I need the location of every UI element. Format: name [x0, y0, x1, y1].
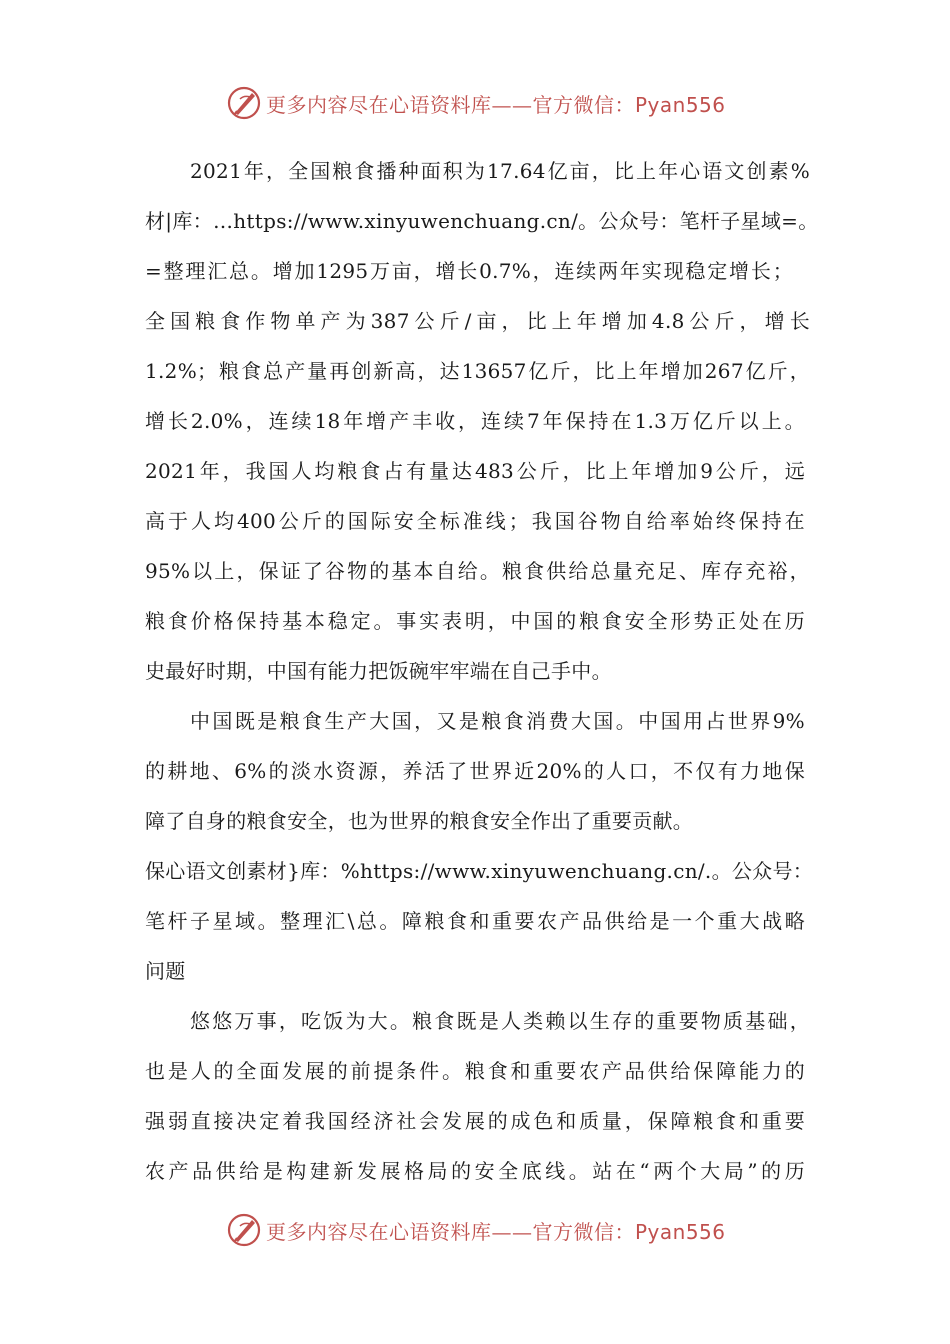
paragraph-line: 也是人的全面发展的前提条件。粮食和重要农产品供给保障能力的 — [145, 1059, 805, 1083]
quill-logo-icon — [226, 85, 262, 121]
paragraph-line: 问题 — [145, 959, 186, 983]
paragraph-line: 强弱直接决定着我国经济社会发展的成色和质量，保障粮食和重要 — [145, 1109, 805, 1133]
paragraph-line: 史最好时期，中国有能力把饭碗牢牢端在自己手中。 — [145, 659, 612, 683]
paragraph-line: 高于人均400公斤的国际安全标准线；我国谷物自给率始终保持在 — [145, 509, 805, 533]
paragraph-line: 材|库：…https://www.xinyuwenchuang.cn/。公众号：笔杆子星域=。 — [145, 209, 819, 233]
paragraph-line: 悠悠万事，吃饭为大。粮食既是人类赖以生存的重要物质基础， — [190, 1009, 810, 1033]
footer-wechat-id: Pyan556 — [635, 1219, 726, 1244]
paragraph-line: 粮食价格保持基本稳定。事实表明，中国的粮食安全形势正处在历 — [145, 609, 805, 633]
paragraph-line: 笔杆子星域。整理汇\总。障粮食和重要农产品供给是一个重大战略 — [145, 909, 805, 933]
footer-banner — [226, 1210, 746, 1250]
paragraph-line: 农产品供给是构建新发展格局的安全底线。站在“两个大局”的历 — [145, 1159, 805, 1183]
paragraph-line: 1.2%；粮食总产量再创新高，达13657亿斤，比上年增加267亿斤， — [145, 359, 810, 383]
footer-banner-text: 更多内容尽在心语资料库——官方微信：Pyan556 — [266, 1219, 726, 1244]
paragraph-line: 2021年，我国人均粮食占有量达483公斤，比上年增加9公斤，远 — [145, 459, 805, 483]
header-wechat-id: Pyan556 — [635, 92, 726, 117]
document-body — [145, 146, 819, 1196]
paragraph-line: 中国既是粮食生产大国，又是粮食消费大国。中国用占世界9% — [190, 709, 805, 733]
header-banner-text: 更多内容尽在心语资料库——官方微信：Pyan556 — [266, 92, 726, 117]
paragraph-line: 全国粮食作物单产为387公斤/亩，比上年增加4.8公斤，增长 — [145, 309, 810, 333]
paragraph-line: 障了自身的粮食安全，也为世界的粮食安全作出了重要贡献。 — [145, 809, 694, 833]
header-banner — [226, 83, 746, 123]
paragraph-line: 95%以上，保证了谷物的基本自给。粮食供给总量充足、库存充裕， — [145, 559, 810, 583]
paragraph-line: 2021年，全国粮食播种面积为17.64亿亩，比上年心语文创素% — [190, 159, 810, 183]
paragraph-line: 的耕地、6%的淡水资源，养活了世界近20%的人口，不仅有力地保 — [145, 759, 805, 783]
paragraph-line: 保心语文创素材}库：%https://www.xinyuwenchuang.cn/.。公众号： — [145, 859, 814, 883]
paragraph-line: =整理汇总。增加1295万亩，增长0.7%，连续两年实现稳定增长； — [145, 259, 793, 283]
paragraph-line: 增长2.0%，连续18年增产丰收，连续7年保持在1.3万亿斤以上。 — [145, 409, 805, 433]
quill-logo-icon — [226, 1212, 262, 1248]
